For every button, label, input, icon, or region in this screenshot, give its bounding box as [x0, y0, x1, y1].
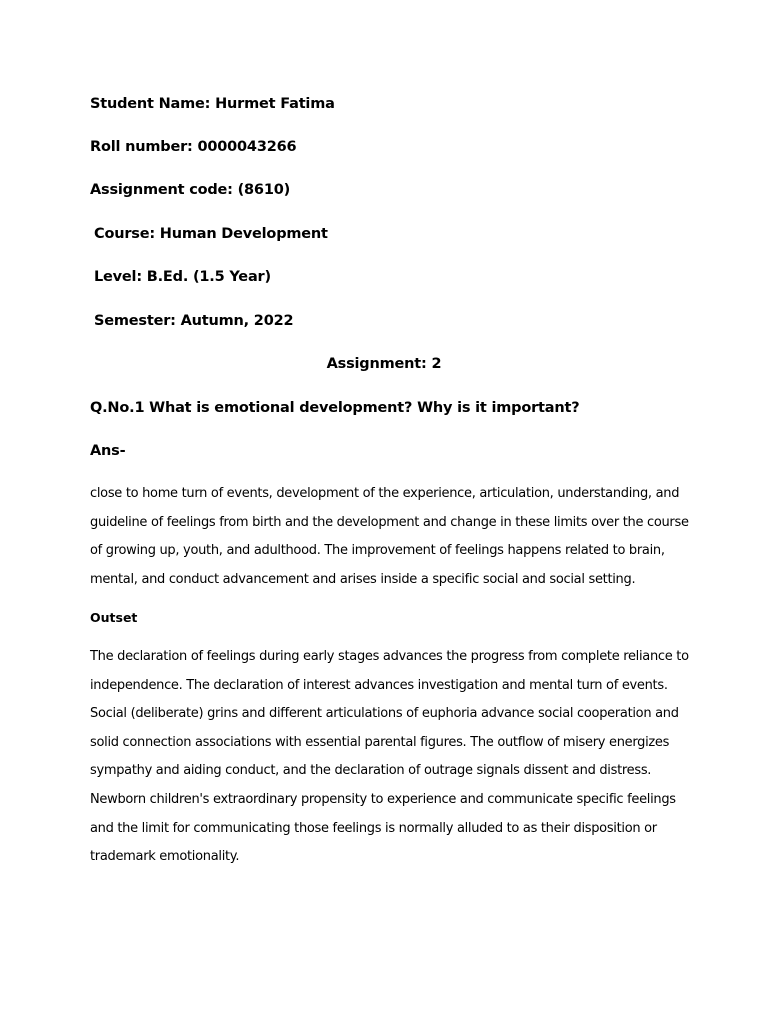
section-heading: Outset	[90, 610, 138, 625]
student-name: Student Name: Hurmet Fatima	[90, 96, 335, 112]
roll-number: Roll number: 0000043266	[90, 139, 297, 155]
section-paragraph: The declaration of feelings during early stages advances the progress from complete reliance to independence. The declaration of interest advances investigation and mental turn of events. Social (deliberate) grins and different articulations of euphoria advance social cooperation and solid connection associations with essential parental figures. The outflow of misery energizes sympathy and aiding conduct, and the declaration of outrage signals dissent and distress. Newborn children's extraordinary propensity to experience and communicate specific feelings and the limit for communicating those feelings is normally alluded to as their disposition or trademark emotionality.	[90, 649, 689, 865]
course: Course: Human Development	[94, 226, 328, 242]
answer-paragraph: close to home turn of events, development of the experience, articulation, understanding, and guideline of feelings from birth and the development and change in these limits over the course of growing up, youth, and adulthood. The improvement of feelings happens related to brain, mental, and conduct advancement and arises inside a specific social and social setting.	[90, 486, 689, 587]
assignment-title: Assignment: 2	[326, 356, 442, 372]
question-heading: Q.No.1 What is emotional development? Why is it important?	[90, 400, 580, 416]
semester: Semester: Autumn, 2022	[94, 313, 294, 329]
answer-label: Ans-	[90, 443, 126, 459]
assignment-code: Assignment code: (8610)	[90, 182, 291, 198]
level: Level: B.Ed. (1.5 Year)	[94, 269, 271, 285]
